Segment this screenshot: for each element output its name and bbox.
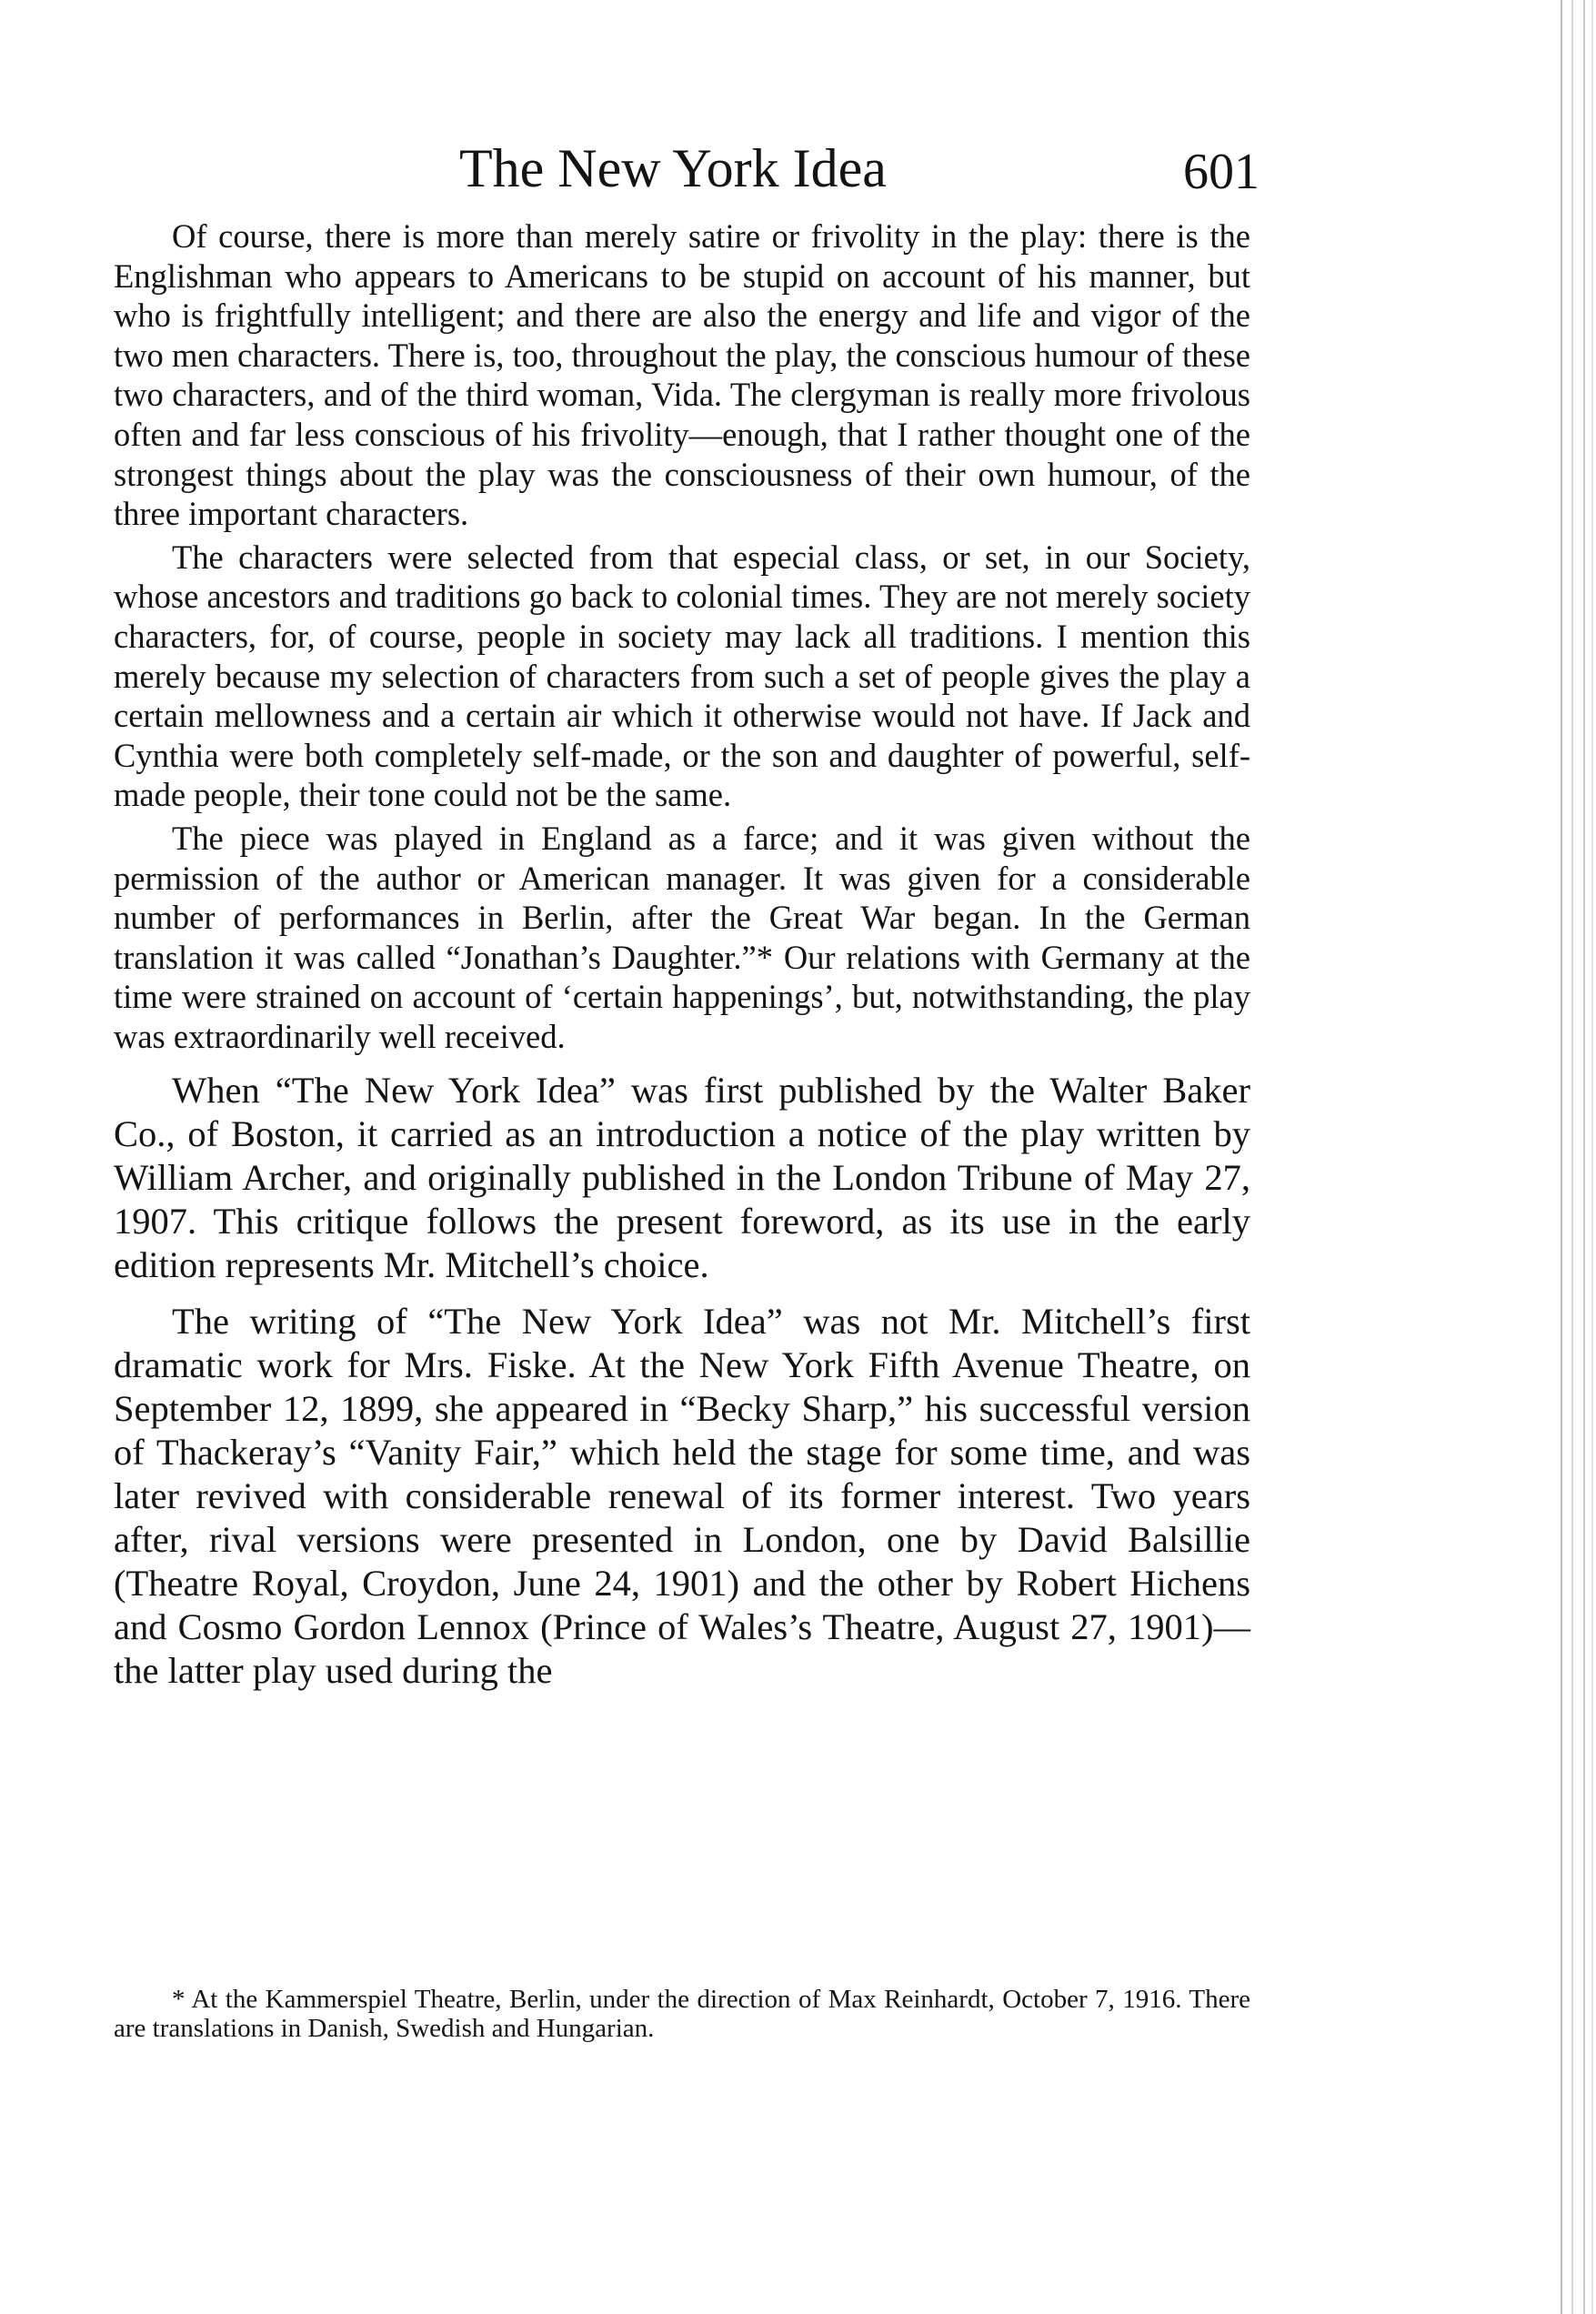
footnote: * At the Kammerspiel Theatre, Berlin, under the direction of Max Reinhardt, October 7, 1916. There are translations in Danish, Swedish and Hungarian. [114,1985,1250,2043]
running-title: The New York Idea [459,138,887,198]
scan-edge-line [1583,0,1585,2314]
body-text [114,216,1250,1693]
paragraph-england-farce: The piece was played in England as a farce; and it was given without the permission of the author or American manager. It was given for a considerable number of performances in Berlin, after the Great War began. In the German translation it was called “Jonathan’s Daughter.”* Our relations with Germany at the time were strained on account of ‘certain happenings’, but, notwithstanding, the play was extraordinarily well received. [114,819,1250,1055]
page-number: 601 [1183,144,1260,200]
scan-edge-line [1591,0,1593,2314]
page-header [114,127,1260,209]
paragraph-satire: Of course, there is more than merely satire or frivolity in the play: there is the Englishman who appears to Americans to be stupid on account of his manner, but who is frightfully intelligent; and there are also the energy and life and vigor of the two men characters. There is, too, throughout the play, the conscious humour of these two characters, and of the third woman, Vida. The clergyman is really more frivolous often and far less conscious of his frivolity—enough, that I rather thought one of the strongest things about the play was the consciousness of their own humour, of the three important characters. [114,217,1250,533]
paragraph-publication: When “The New York Idea” was first published by the Walter Baker Co., of Boston, it carried as an introduction a notice of the play written by William Archer, and originally published in the London Tribune of May 27, 1907. This critique follows the present foreword, as its use in the early edition represents Mr. Mitchell’s choice. [114,1070,1250,1286]
scan-edge-line [1571,0,1573,2314]
scan-edge-line [1561,0,1562,2314]
paragraph-becky-sharp: The writing of “The New York Idea” was not Mr. Mitchell’s first dramatic work for Mrs. Fiske. At the New York Fifth Avenue Theatre, on September 12, 1899, she appeared in “Becky Sharp,” his successful version of Thackeray’s “Vanity Fair,” which held the stage for some time, and was later revived with considerable renewal of its former interest. Two years after, rival versions were presented in London, one by David Balsillie (Theatre Royal, Croydon, June 24, 1901) and the other by Robert Hichens and Cosmo Gordon Lennox (Prince of Wales’s Theatre, August 27, 1901)—the latter play used during the [114,1301,1250,1692]
paragraph-characters: The characters were selected from that especial class, or set, in our Society, whose ancestors and traditions go back to colonial times. They are not merely society characters, for, of course, people in society may lack all traditions. I mention this merely because my selection of characters from such a set of people gives the play a certain mellowness and a certain air which it otherwise would not have. If Jack and Cynthia were both completely self-made, or the son and daughter of powerful, self-made people, their tone could not be the same. [114,538,1250,814]
